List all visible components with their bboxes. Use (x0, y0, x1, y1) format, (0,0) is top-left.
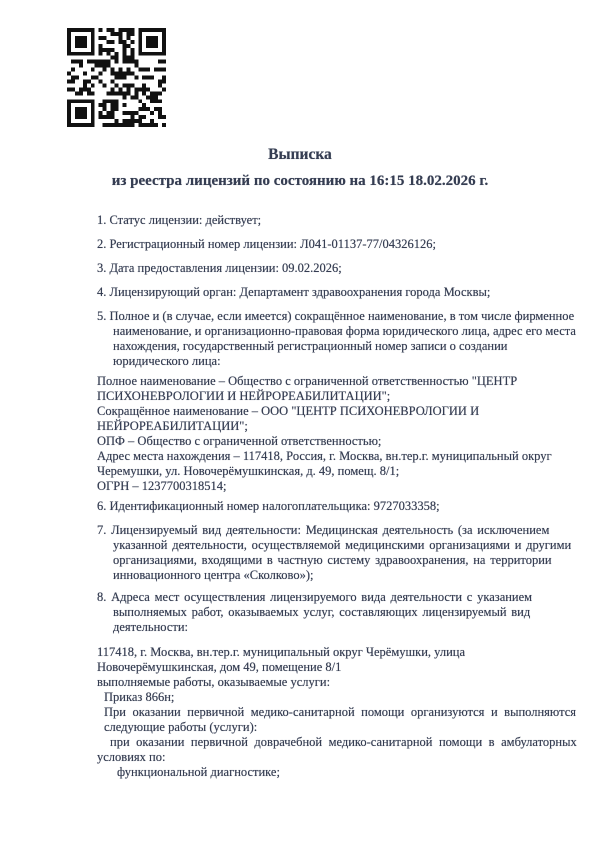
text-line: 2. Регистрационный номер лицензии: Л041-01137-77/04326126; (97, 237, 436, 251)
text-line: функциональной диагностике; (117, 765, 280, 779)
paragraph (97, 261, 578, 276)
text-line: юридического лица: (113, 354, 221, 368)
text-line: деятельности: (113, 620, 189, 634)
paragraph (97, 590, 578, 635)
text-line: При оказании первичной медико-санитарной помощи организуются и выполняются (104, 705, 577, 719)
text-line: выполняемых работ, оказываемых услуг, составляющих лицензируемый вид (113, 605, 531, 619)
text-line: 6. Идентификационный номер налогоплательщика: 9727033358; (97, 499, 440, 513)
text-line: выполняемые работы, оказываемые услуги: (97, 675, 331, 689)
document-title: Выписка (268, 146, 332, 163)
paragraph (97, 285, 578, 300)
paragraph (97, 523, 578, 583)
text-line: ОГРН – 1237700318514; (97, 479, 227, 493)
paragraph (97, 374, 578, 494)
text-line: Черемушки, ул. Новочерёмушкинская, д. 49, помещ. 8/1; (97, 464, 400, 478)
document-subtitle: из реестра лицензий по состоянию на 16:15 18.02.2026 г. (111, 173, 489, 189)
text-line: Новочерёмушкинская, дом 49, помещение 8/1 (97, 660, 342, 674)
text-line: 8. Адреса мест осуществления лицензируемого вида деятельности с указанием (97, 590, 533, 604)
text-line: наименование, и организационно-правовая форма юридического лица, адрес его места (113, 324, 576, 338)
text-line: 3. Дата предоставления лицензии: 09.02.2026; (97, 261, 342, 275)
document-body (97, 213, 578, 780)
qr-code (67, 28, 166, 127)
text-line: 1. Статус лицензии: действует; (97, 213, 262, 227)
text-line: следующие работы (услуги): (104, 720, 258, 734)
text-line: 5. Полное и (в случае, если имеется) сокращённое наименование, в том числе фирменное (97, 309, 575, 323)
text-line: указанной деятельности, осуществляемой медицинскими организациями и другими (113, 538, 572, 552)
text-line: 7. Лицензируемый вид деятельности: Медицинская деятельность (за исключением (97, 523, 550, 537)
text-line: Полное наименование – Общество с ограниченной ответственностью "ЦЕНТР (97, 374, 518, 388)
text-line: условиях по: (97, 750, 166, 764)
document-title-block (0, 147, 600, 189)
paragraph (97, 213, 578, 228)
text-line: при оказании первичной доврачебной медико-санитарной помощи в амбулаторных (110, 735, 577, 749)
text-line: Сокращённое наименование – ООО "ЦЕНТР ПСИХОНЕВРОЛОГИИ И (97, 404, 480, 418)
text-line: ПСИХОНЕВРОЛОГИИ И НЕЙРОРЕАБИЛИТАЦИИ"; (97, 389, 391, 403)
text-line: 117418, г. Москва, вн.тер.г. муниципальный округ Черёмушки, улица (97, 645, 465, 659)
text-line: нахождения, государственный регистрационный номер записи о создании (113, 339, 508, 353)
text-line: 4. Лицензирующий орган: Департамент здравоохранения города Москвы; (97, 285, 491, 299)
paragraph (97, 499, 578, 514)
text-line: организациями, входящими в частную систему здравоохранения, на территории (113, 553, 552, 567)
text-line: ОПФ – Общество с ограниченной ответственностью; (97, 434, 382, 448)
paragraph (97, 645, 578, 780)
paragraph (97, 237, 578, 252)
text-line: Адрес места нахождения – 117418, Россия, г. Москва, вн.тер.г. муниципальный округ (97, 449, 552, 463)
text-line: НЕЙРОРЕАБИЛИТАЦИИ"; (97, 419, 248, 433)
text-line: Приказ 866н; (104, 690, 175, 704)
text-line: инновационного центра «Сколково»); (113, 568, 314, 582)
paragraph (97, 309, 578, 369)
